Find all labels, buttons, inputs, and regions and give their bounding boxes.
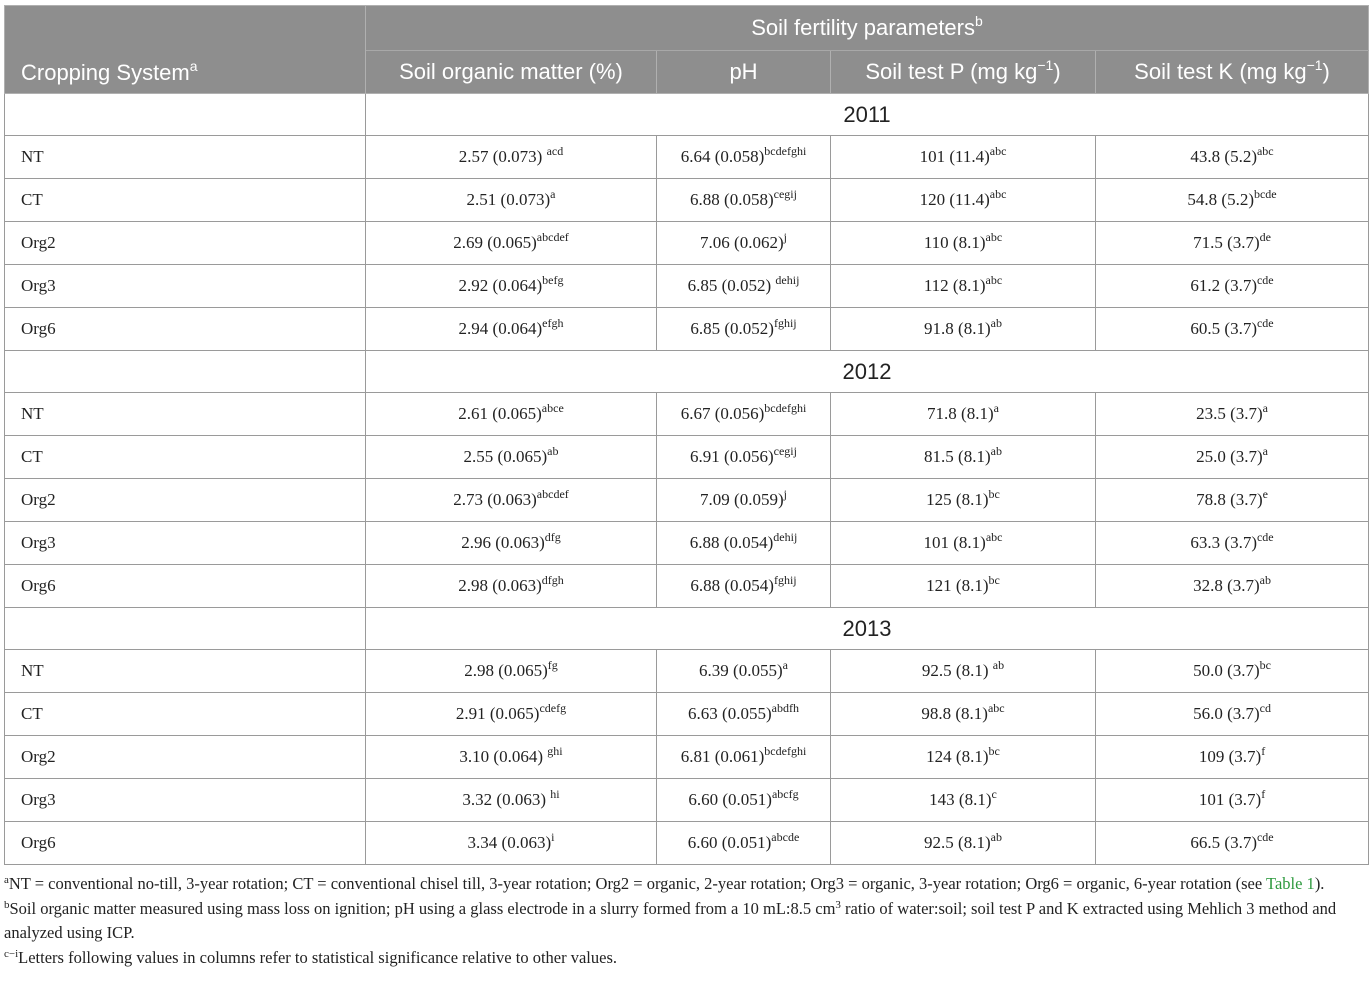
significance-letters: ab bbox=[547, 444, 559, 458]
footnote-b bbox=[4, 897, 1368, 946]
year-row-blank bbox=[5, 351, 366, 393]
table-row bbox=[5, 650, 1369, 693]
cell-value: 124 (8.1) bbox=[926, 747, 989, 766]
cell-value: 3.32 (0.063) bbox=[462, 790, 551, 809]
cell-value: 3.10 (0.064) bbox=[459, 747, 548, 766]
cell-value: 125 (8.1) bbox=[926, 490, 989, 509]
cell-ph bbox=[657, 822, 831, 865]
soil-fertility-group-header bbox=[366, 6, 1369, 51]
cell-value: 63.3 (3.7) bbox=[1190, 533, 1257, 552]
cell-value: 2.55 (0.065) bbox=[463, 447, 548, 466]
significance-letters: abcdef bbox=[536, 487, 569, 501]
cell-value: 2.96 (0.063) bbox=[461, 533, 545, 552]
cell-ph bbox=[657, 179, 831, 222]
cell-value: 2.92 (0.064) bbox=[458, 276, 543, 295]
cell-soil-test-k bbox=[1096, 265, 1369, 308]
cropping-system-cell: Org3 bbox=[5, 779, 366, 822]
cell-value: 2.51 (0.073) bbox=[466, 190, 551, 209]
cell-organic-matter bbox=[366, 479, 657, 522]
cell-value: 6.88 (0.054) bbox=[689, 533, 774, 552]
significance-letters: dehij bbox=[773, 530, 798, 544]
significance-letters: c bbox=[991, 787, 997, 801]
cell-soil-test-p bbox=[831, 179, 1096, 222]
cell-ph bbox=[657, 693, 831, 736]
cell-value: 2.94 (0.064) bbox=[458, 319, 543, 338]
cropping-system-cell: Org2 bbox=[5, 222, 366, 265]
table-row bbox=[5, 179, 1369, 222]
column-header-soil-test-p bbox=[831, 51, 1096, 94]
cell-ph bbox=[657, 222, 831, 265]
cropping-system-cell: CT bbox=[5, 693, 366, 736]
cell-soil-test-p bbox=[831, 393, 1096, 436]
column-label: pH bbox=[729, 59, 758, 84]
significance-letters: bcdefghi bbox=[764, 744, 807, 758]
cell-ph bbox=[657, 265, 831, 308]
cell-soil-test-p bbox=[831, 436, 1096, 479]
cell-ph bbox=[657, 479, 831, 522]
cropping-system-label: Cropping System bbox=[21, 60, 190, 85]
cell-value: 60.5 (3.7) bbox=[1190, 319, 1257, 338]
significance-letters: abcfg bbox=[771, 787, 799, 801]
column-label-suffix: ) bbox=[1322, 59, 1330, 84]
significance-letters: efgh bbox=[542, 316, 564, 330]
significance-letters: ab bbox=[992, 658, 1005, 672]
cell-organic-matter bbox=[366, 522, 657, 565]
cell-ph bbox=[657, 779, 831, 822]
significance-letters: ghi bbox=[547, 744, 563, 758]
unit-exponent: −1 bbox=[1306, 57, 1323, 73]
significance-letters: abc bbox=[985, 273, 1003, 287]
cell-value: 101 (3.7) bbox=[1198, 790, 1262, 809]
cropping-system-cell: NT bbox=[5, 136, 366, 179]
year-row bbox=[5, 608, 1369, 650]
significance-letters: abcde bbox=[771, 830, 800, 844]
cropping-system-cell: Org2 bbox=[5, 736, 366, 779]
significance-letters: abc bbox=[987, 701, 1005, 715]
significance-letters: cdefg bbox=[539, 701, 567, 715]
cell-organic-matter bbox=[366, 265, 657, 308]
cell-value: 43.8 (5.2) bbox=[1190, 147, 1257, 166]
cell-value: 50.0 (3.7) bbox=[1193, 661, 1260, 680]
cell-value: 101 (8.1) bbox=[923, 533, 986, 552]
cell-value: 2.61 (0.065) bbox=[458, 404, 542, 423]
significance-letters: a bbox=[1262, 401, 1268, 415]
footnote-mark: b bbox=[975, 13, 983, 29]
cell-value: 98.8 (8.1) bbox=[921, 704, 988, 723]
cropping-system-cell: Org6 bbox=[5, 822, 366, 865]
cell-ph bbox=[657, 650, 831, 693]
soil-fertility-table bbox=[4, 5, 1369, 865]
cell-value: 121 (8.1) bbox=[926, 576, 989, 595]
cropping-system-cell: NT bbox=[5, 650, 366, 693]
significance-letters: e bbox=[1262, 487, 1268, 501]
cropping-system-cell: Org6 bbox=[5, 308, 366, 351]
footnote-mark: a bbox=[189, 58, 198, 74]
significance-letters: dfg bbox=[544, 530, 561, 544]
table-header bbox=[5, 6, 1369, 94]
column-label: Soil test P (mg kg bbox=[865, 59, 1038, 84]
column-label: Soil organic matter (%) bbox=[399, 59, 623, 84]
cell-organic-matter bbox=[366, 393, 657, 436]
significance-letters: befg bbox=[542, 273, 564, 287]
footnote-text: NT = conventional no-till, 3-year rotation; CT = conventional chisel till, 3-year rotation; Org2 = organic, 2-year rotation; Org3 = organic, 3-year rotation; Org6 = organic, 6-year rotation (see bbox=[8, 874, 1267, 893]
column-label: Soil test K (mg kg bbox=[1134, 59, 1307, 84]
unit-exponent: 3 bbox=[835, 898, 841, 911]
cell-soil-test-k bbox=[1096, 693, 1369, 736]
cell-value: 92.5 (8.1) bbox=[921, 661, 993, 680]
significance-letters: i bbox=[551, 830, 555, 844]
table-row bbox=[5, 779, 1369, 822]
cell-soil-test-k bbox=[1096, 308, 1369, 351]
cell-soil-test-k bbox=[1096, 779, 1369, 822]
cell-value: 71.8 (8.1) bbox=[927, 404, 994, 423]
cell-soil-test-k bbox=[1096, 822, 1369, 865]
significance-letters: cde bbox=[1256, 530, 1274, 544]
significance-letters: j bbox=[783, 230, 787, 244]
cell-soil-test-p bbox=[831, 522, 1096, 565]
cell-soil-test-k bbox=[1096, 222, 1369, 265]
significance-letters: fg bbox=[547, 658, 558, 672]
footnote-mark: b bbox=[4, 898, 10, 911]
significance-letters: abc bbox=[985, 230, 1003, 244]
cropping-system-header bbox=[5, 6, 366, 94]
table-row bbox=[5, 265, 1369, 308]
cell-organic-matter bbox=[366, 779, 657, 822]
footnote-text: Soil organic matter measured using mass loss on ignition; pH using a glass electrode in a slurry formed from a 10 mL:8.5 cm bbox=[9, 898, 836, 918]
significance-letters: acd bbox=[546, 144, 564, 158]
significance-letters: abc bbox=[985, 530, 1003, 544]
cell-value: 7.09 (0.059) bbox=[700, 490, 784, 509]
cell-soil-test-p bbox=[831, 222, 1096, 265]
cell-soil-test-p bbox=[831, 822, 1096, 865]
cell-value: 6.60 (0.051) bbox=[688, 790, 772, 809]
cell-soil-test-p bbox=[831, 779, 1096, 822]
table-body bbox=[5, 94, 1369, 865]
footnote-text-end: ratio of water:soil; soil test P and K extracted using Mehlich 3 method and analyzed using ICP. bbox=[4, 898, 1337, 942]
cell-value: 6.85 (0.052) bbox=[687, 276, 776, 295]
cell-value: 112 (8.1) bbox=[923, 276, 986, 295]
cell-soil-test-k bbox=[1096, 522, 1369, 565]
cell-organic-matter bbox=[366, 136, 657, 179]
cell-value: 6.39 (0.055) bbox=[699, 661, 783, 680]
table-footnotes bbox=[4, 872, 1368, 970]
footnote-text: Letters following values in columns refer to statistical significance relative to other values. bbox=[18, 947, 618, 967]
cell-value: 6.63 (0.055) bbox=[688, 704, 772, 723]
significance-letters: abcdef bbox=[536, 230, 569, 244]
significance-letters: a bbox=[782, 658, 788, 672]
table-row bbox=[5, 136, 1369, 179]
significance-letters: fghij bbox=[773, 573, 797, 587]
footnote-a bbox=[4, 872, 1368, 897]
cell-value: 81.5 (8.1) bbox=[924, 447, 991, 466]
significance-letters: bcde bbox=[1253, 187, 1277, 201]
cell-value: 2.98 (0.065) bbox=[464, 661, 548, 680]
significance-letters: hi bbox=[550, 787, 560, 801]
cropping-system-cell: Org2 bbox=[5, 479, 366, 522]
cell-soil-test-p bbox=[831, 265, 1096, 308]
cell-value: 66.5 (3.7) bbox=[1190, 833, 1257, 852]
cell-soil-test-k bbox=[1096, 136, 1369, 179]
cell-organic-matter bbox=[366, 436, 657, 479]
cell-value: 6.81 (0.061) bbox=[680, 747, 765, 766]
cell-ph bbox=[657, 522, 831, 565]
significance-letters: fghij bbox=[773, 316, 797, 330]
cell-value: 6.88 (0.058) bbox=[690, 190, 774, 209]
significance-letters: cegij bbox=[773, 444, 797, 458]
cell-soil-test-p bbox=[831, 650, 1096, 693]
significance-letters: ab bbox=[990, 444, 1002, 458]
cell-soil-test-k bbox=[1096, 736, 1369, 779]
footnote-text-end: ). bbox=[1314, 874, 1325, 893]
cell-organic-matter bbox=[366, 308, 657, 351]
cell-soil-test-p bbox=[831, 136, 1096, 179]
cropping-system-cell: CT bbox=[5, 436, 366, 479]
table-row bbox=[5, 479, 1369, 522]
cell-soil-test-k bbox=[1096, 650, 1369, 693]
cell-value: 71.5 (3.7) bbox=[1193, 233, 1260, 252]
cell-organic-matter bbox=[366, 822, 657, 865]
significance-letters: ab bbox=[990, 316, 1002, 330]
significance-letters: abc bbox=[989, 187, 1007, 201]
year-label: 2011 bbox=[366, 94, 1369, 136]
significance-letters: bc bbox=[988, 573, 1000, 587]
cell-value: 6.85 (0.052) bbox=[690, 319, 774, 338]
cell-value: 23.5 (3.7) bbox=[1196, 404, 1263, 423]
cropping-system-cell: NT bbox=[5, 393, 366, 436]
significance-letters: cegij bbox=[773, 187, 797, 201]
year-label: 2013 bbox=[366, 608, 1369, 650]
cell-value: 6.60 (0.051) bbox=[687, 833, 772, 852]
cell-value: 2.91 (0.065) bbox=[455, 704, 540, 723]
cropping-system-cell: CT bbox=[5, 179, 366, 222]
column-header-ph bbox=[657, 51, 831, 94]
cropping-system-cell: Org3 bbox=[5, 265, 366, 308]
column-header-organic-matter bbox=[366, 51, 657, 94]
table-row bbox=[5, 222, 1369, 265]
year-row bbox=[5, 351, 1369, 393]
year-row-blank bbox=[5, 608, 366, 650]
cell-value: 78.8 (3.7) bbox=[1196, 490, 1263, 509]
cell-soil-test-p bbox=[831, 565, 1096, 608]
cell-value: 2.69 (0.065) bbox=[453, 233, 537, 252]
significance-letters: f bbox=[1261, 744, 1266, 758]
significance-letters: dehij bbox=[775, 273, 800, 287]
significance-letters: ab bbox=[1259, 573, 1271, 587]
significance-letters: a bbox=[550, 187, 556, 201]
cell-organic-matter bbox=[366, 693, 657, 736]
cell-value: 54.8 (5.2) bbox=[1187, 190, 1254, 209]
cell-soil-test-p bbox=[831, 736, 1096, 779]
cell-organic-matter bbox=[366, 179, 657, 222]
significance-letters: abc bbox=[1256, 144, 1274, 158]
cell-ph bbox=[657, 736, 831, 779]
year-row-blank bbox=[5, 94, 366, 136]
cell-ph bbox=[657, 565, 831, 608]
significance-letters: cde bbox=[1256, 273, 1274, 287]
cell-value: 2.73 (0.063) bbox=[453, 490, 537, 509]
cell-ph bbox=[657, 436, 831, 479]
cell-soil-test-p bbox=[831, 479, 1096, 522]
significance-letters: ab bbox=[990, 830, 1002, 844]
significance-letters: abc bbox=[989, 144, 1007, 158]
group-label: Soil fertility parameters bbox=[751, 15, 975, 40]
significance-letters: cd bbox=[1259, 701, 1271, 715]
significance-letters: de bbox=[1259, 230, 1271, 244]
cell-value: 101 (11.4) bbox=[919, 147, 990, 166]
column-label-suffix: ) bbox=[1053, 59, 1061, 84]
cell-soil-test-k bbox=[1096, 179, 1369, 222]
cell-soil-test-p bbox=[831, 308, 1096, 351]
table-row bbox=[5, 393, 1369, 436]
footnote-mark: a bbox=[4, 874, 9, 886]
table-1-link[interactable]: Table 1 bbox=[1266, 874, 1315, 893]
significance-letters: bcdefghi bbox=[764, 144, 807, 158]
cell-organic-matter bbox=[366, 222, 657, 265]
significance-letters: bc bbox=[988, 487, 1000, 501]
year-label: 2012 bbox=[366, 351, 1369, 393]
unit-exponent: −1 bbox=[1037, 57, 1054, 73]
cropping-system-cell: Org6 bbox=[5, 565, 366, 608]
significance-letters: bcdefghi bbox=[764, 401, 807, 415]
table-row bbox=[5, 822, 1369, 865]
significance-letters: cde bbox=[1256, 316, 1274, 330]
cell-value: 61.2 (3.7) bbox=[1190, 276, 1257, 295]
cell-value: 6.88 (0.054) bbox=[690, 576, 774, 595]
cell-ph bbox=[657, 393, 831, 436]
significance-letters: cde bbox=[1256, 830, 1274, 844]
footnote-mark: c−i bbox=[4, 947, 19, 960]
cropping-system-cell: Org3 bbox=[5, 522, 366, 565]
cell-value: 3.34 (0.063) bbox=[467, 833, 552, 852]
cell-value: 7.06 (0.062) bbox=[700, 233, 784, 252]
table-row bbox=[5, 736, 1369, 779]
significance-letters: bc bbox=[1259, 658, 1271, 672]
cell-value: 32.8 (3.7) bbox=[1193, 576, 1260, 595]
cell-soil-test-p bbox=[831, 693, 1096, 736]
cell-soil-test-k bbox=[1096, 393, 1369, 436]
cell-organic-matter bbox=[366, 565, 657, 608]
cell-value: 56.0 (3.7) bbox=[1193, 704, 1260, 723]
table-row bbox=[5, 693, 1369, 736]
cell-value: 91.8 (8.1) bbox=[924, 319, 991, 338]
significance-letters: j bbox=[783, 487, 787, 501]
significance-letters: a bbox=[1262, 444, 1268, 458]
significance-letters: abce bbox=[541, 401, 564, 415]
cell-value: 110 (8.1) bbox=[923, 233, 986, 252]
cell-value: 25.0 (3.7) bbox=[1196, 447, 1263, 466]
significance-letters: abdfh bbox=[771, 701, 799, 715]
cell-organic-matter bbox=[366, 736, 657, 779]
cell-value: 143 (8.1) bbox=[929, 790, 992, 809]
cell-value: 2.57 (0.073) bbox=[458, 147, 547, 166]
table-row bbox=[5, 436, 1369, 479]
cell-organic-matter bbox=[366, 650, 657, 693]
year-row bbox=[5, 94, 1369, 136]
cell-value: 120 (11.4) bbox=[919, 190, 990, 209]
cell-soil-test-k bbox=[1096, 479, 1369, 522]
cell-value: 6.64 (0.058) bbox=[680, 147, 765, 166]
footnote-c bbox=[4, 946, 1368, 971]
table-row bbox=[5, 522, 1369, 565]
significance-letters: f bbox=[1261, 787, 1266, 801]
cell-ph bbox=[657, 136, 831, 179]
significance-letters: bc bbox=[988, 744, 1000, 758]
cell-value: 6.91 (0.056) bbox=[690, 447, 774, 466]
table-row bbox=[5, 308, 1369, 351]
column-header-soil-test-k bbox=[1096, 51, 1369, 94]
significance-letters: a bbox=[993, 401, 999, 415]
cell-value: 6.67 (0.056) bbox=[680, 404, 765, 423]
significance-letters: dfgh bbox=[541, 573, 564, 587]
table-row bbox=[5, 565, 1369, 608]
cell-ph bbox=[657, 308, 831, 351]
cell-value: 2.98 (0.063) bbox=[458, 576, 542, 595]
cell-soil-test-k bbox=[1096, 436, 1369, 479]
cell-soil-test-k bbox=[1096, 565, 1369, 608]
cell-value: 92.5 (8.1) bbox=[924, 833, 991, 852]
cell-value: 109 (3.7) bbox=[1198, 747, 1262, 766]
